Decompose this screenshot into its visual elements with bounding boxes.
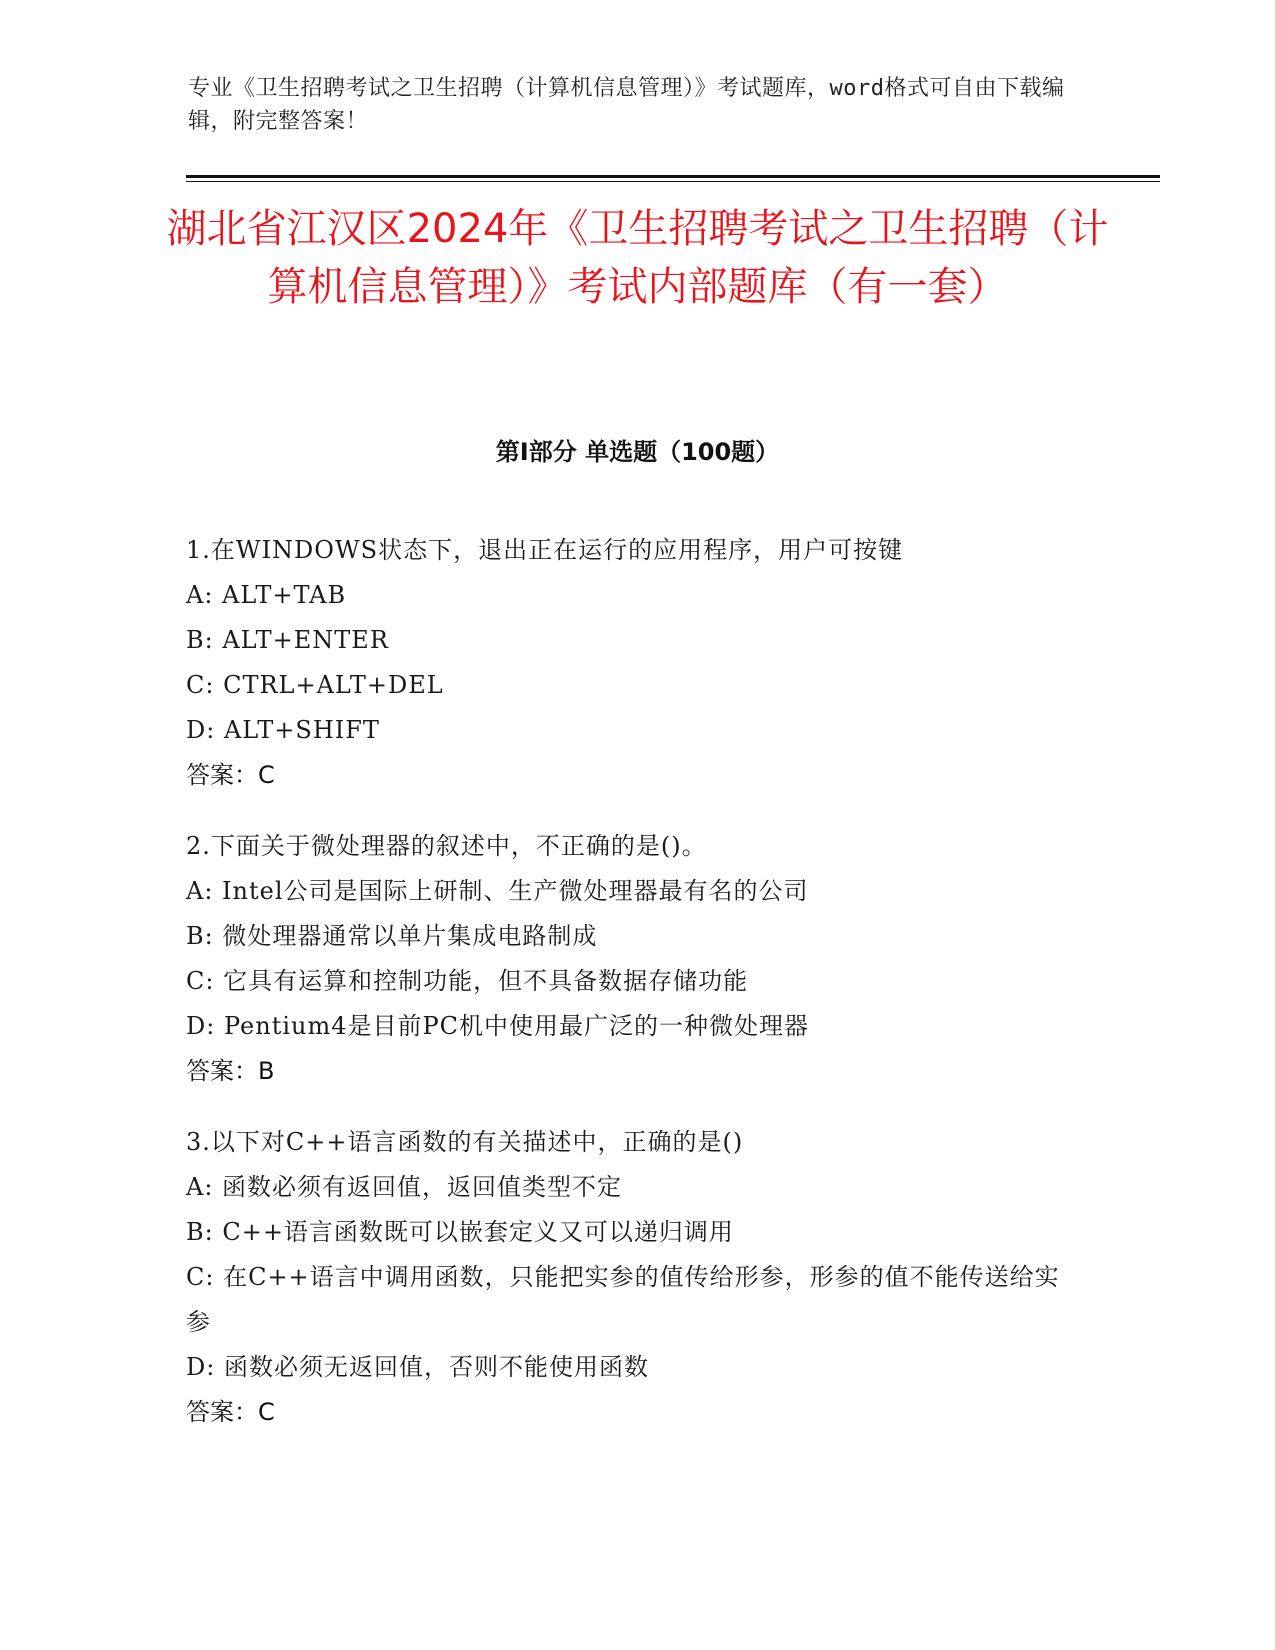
option-d: D: 函数必须无返回值，否则不能使用函数 xyxy=(186,1353,649,1381)
option-b: B: 微处理器通常以单片集成电路制成 xyxy=(186,922,598,950)
option-d: D: Pentium4是目前PC机中使用最广泛的一种微处理器 xyxy=(186,1012,810,1040)
option-a: A: 函数必须有返回值，返回值类型不定 xyxy=(186,1173,623,1201)
option-d: D: ALT+SHIFT xyxy=(186,716,380,744)
answer: 答案：C xyxy=(186,1398,275,1426)
option-c: C: 它具有运算和控制功能，但不具备数据存储功能 xyxy=(186,967,749,995)
question-3 xyxy=(186,1120,1066,1435)
answer: 答案：C xyxy=(186,761,275,789)
option-b: B: C++语言函数既可以嵌套定义又可以递归调用 xyxy=(186,1218,734,1246)
question-list xyxy=(186,528,1066,1461)
option-c: C: 在C++语言中调用函数，只能把实参的值传给形参，形参的值不能传送给实参 xyxy=(186,1263,1060,1336)
question-stem: 1.在WINDOWS状态下，退出正在运行的应用程序，用户可按键 xyxy=(186,536,904,564)
option-a: A: Intel公司是国际上研制、生产微处理器最有名的公司 xyxy=(186,877,809,905)
question-stem: 3.以下对C++语言函数的有关描述中，正确的是() xyxy=(186,1128,744,1156)
question-1 xyxy=(186,528,1066,798)
question-2 xyxy=(186,824,1066,1094)
option-c: C: CTRL+ALT+DEL xyxy=(186,671,444,699)
section-title: 第I部分 单选题（100题） xyxy=(495,438,780,466)
document-title: 湖北省江汉区2024年《卫生招聘考试之卫生招聘（计算机信息管理）》考试内部题库（有一套） xyxy=(166,206,1109,310)
header-note: 专业《卫生招聘考试之卫生招聘（计算机信息管理）》考试题库，word格式可自由下载编辑，附完整答案！ xyxy=(188,76,1065,134)
header-divider-thick xyxy=(186,175,1160,178)
header-divider-thin xyxy=(186,181,1160,182)
answer: 答案：B xyxy=(186,1057,275,1085)
question-stem: 2.下面关于微处理器的叙述中，不正确的是()。 xyxy=(186,832,707,860)
option-b: B: ALT+ENTER xyxy=(186,626,389,654)
option-a: A: ALT+TAB xyxy=(186,581,347,609)
